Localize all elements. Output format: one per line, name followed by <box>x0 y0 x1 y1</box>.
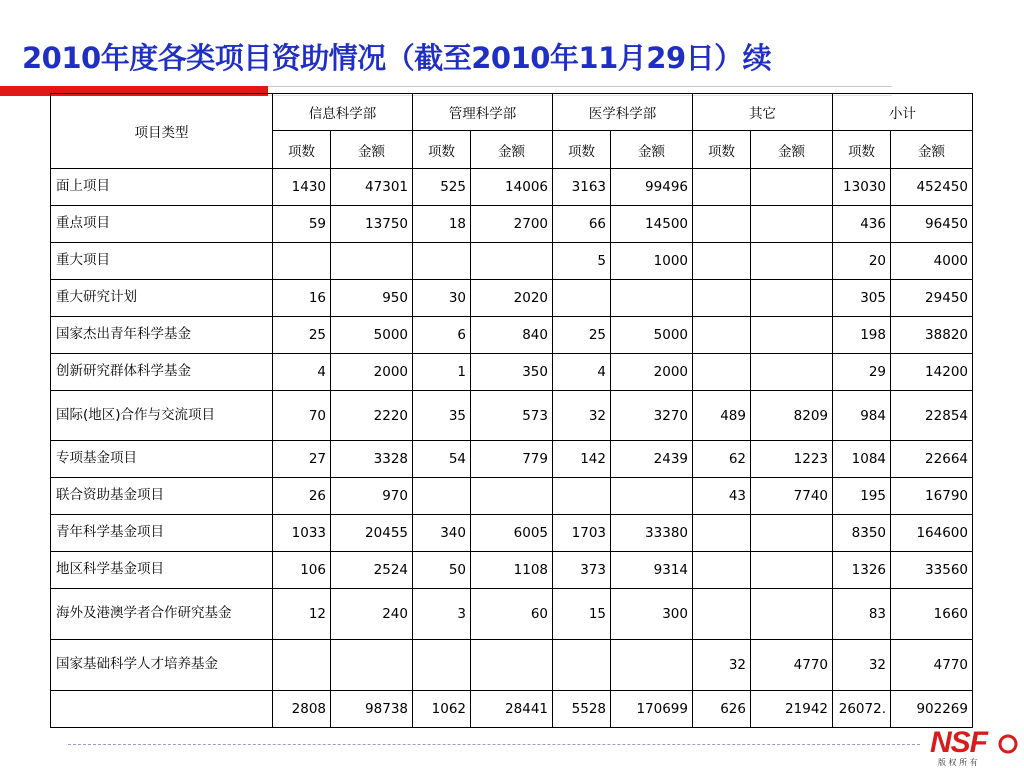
cell-med-count <box>553 640 611 691</box>
nsf-logo <box>928 722 1020 768</box>
cell-other-count <box>693 317 751 354</box>
row-label: 重大项目 <box>51 243 273 280</box>
cell-subtotal-amount: 4000 <box>891 243 973 280</box>
cell-mgmt-count <box>413 640 471 691</box>
cell-info-count: 70 <box>273 391 331 441</box>
table-row <box>51 280 973 317</box>
cell-subtotal-count: 20 <box>833 243 891 280</box>
row-label: 联合资助基金项目 <box>51 478 273 515</box>
cell-mgmt-count: 6 <box>413 317 471 354</box>
cell-info-count <box>273 243 331 280</box>
cell-other-amount <box>751 515 833 552</box>
cell-subtotal-amount: 14200 <box>891 354 973 391</box>
cell-med-amount: 300 <box>611 589 693 640</box>
cell-med-count: 142 <box>553 441 611 478</box>
cell-info-amount <box>331 243 413 280</box>
cell-subtotal-count: 1326 <box>833 552 891 589</box>
cell-subtotal-amount: 22854 <box>891 391 973 441</box>
cell-subtotal-count: 305 <box>833 280 891 317</box>
title-divider-line <box>268 86 892 87</box>
cell-subtotal-count: 195 <box>833 478 891 515</box>
cell-med-amount: 2439 <box>611 441 693 478</box>
footer-divider-line <box>68 744 920 745</box>
cell-mgmt-count: 3 <box>413 589 471 640</box>
cell-med-amount <box>611 280 693 317</box>
row-label: 地区科学基金项目 <box>51 552 273 589</box>
cell-other-amount <box>751 317 833 354</box>
row-label: 海外及港澳学者合作研究基金 <box>51 589 273 640</box>
cell-subtotal-amount: 22664 <box>891 441 973 478</box>
cell-med-amount: 1000 <box>611 243 693 280</box>
cell-subtotal-count: 984 <box>833 391 891 441</box>
corner-header: 项目类型 <box>51 94 273 169</box>
cell-med-amount: 33380 <box>611 515 693 552</box>
cell-mgmt-amount: 1108 <box>471 552 553 589</box>
table-row <box>51 478 973 515</box>
nsf-logo-wordmark: NSF <box>930 726 987 759</box>
slide-title: 2010年度各类项目资助情况（截至2010年11月29日）续 <box>22 41 772 75</box>
cell-other-amount: 8209 <box>751 391 833 441</box>
cell-info-amount: 98738 <box>331 691 413 728</box>
sub-header-amount: 金额 <box>611 131 693 169</box>
cell-med-count: 5528 <box>553 691 611 728</box>
cell-other-count <box>693 280 751 317</box>
cell-mgmt-amount: 2020 <box>471 280 553 317</box>
table-row <box>51 441 973 478</box>
sub-header-count: 项数 <box>693 131 751 169</box>
cell-mgmt-count: 525 <box>413 169 471 206</box>
sub-header-count: 项数 <box>273 131 331 169</box>
cell-other-count: 489 <box>693 391 751 441</box>
cell-mgmt-count: 18 <box>413 206 471 243</box>
cell-mgmt-amount: 573 <box>471 391 553 441</box>
cell-subtotal-count: 32 <box>833 640 891 691</box>
cell-info-amount: 950 <box>331 280 413 317</box>
cell-med-amount: 2000 <box>611 354 693 391</box>
row-label: 专项基金项目 <box>51 441 273 478</box>
group-header-management-science: 管理科学部 <box>413 94 553 131</box>
table-row <box>51 354 973 391</box>
table-row <box>51 691 973 728</box>
cell-med-count: 373 <box>553 552 611 589</box>
cell-med-count: 15 <box>553 589 611 640</box>
cell-info-amount: 13750 <box>331 206 413 243</box>
cell-info-amount <box>331 640 413 691</box>
cell-mgmt-amount: 14006 <box>471 169 553 206</box>
cell-info-count: 2808 <box>273 691 331 728</box>
cell-info-amount: 47301 <box>331 169 413 206</box>
cell-subtotal-amount: 29450 <box>891 280 973 317</box>
cell-mgmt-amount: 840 <box>471 317 553 354</box>
cell-other-count: 62 <box>693 441 751 478</box>
sub-header-count: 项数 <box>833 131 891 169</box>
table-header-row-groups <box>51 94 973 131</box>
cell-other-count <box>693 243 751 280</box>
table-row <box>51 169 973 206</box>
cell-other-amount <box>751 169 833 206</box>
cell-subtotal-count: 8350 <box>833 515 891 552</box>
cell-mgmt-count: 35 <box>413 391 471 441</box>
sub-header-amount: 金额 <box>751 131 833 169</box>
cell-med-amount: 3270 <box>611 391 693 441</box>
sub-header-amount: 金额 <box>331 131 413 169</box>
cell-info-count: 27 <box>273 441 331 478</box>
cell-subtotal-amount: 902269 <box>891 691 973 728</box>
cell-other-count <box>693 515 751 552</box>
cell-med-amount: 9314 <box>611 552 693 589</box>
cell-subtotal-amount: 38820 <box>891 317 973 354</box>
cell-info-count: 25 <box>273 317 331 354</box>
sub-header-count: 项数 <box>413 131 471 169</box>
cell-mgmt-count: 340 <box>413 515 471 552</box>
table-row <box>51 552 973 589</box>
cell-med-amount <box>611 640 693 691</box>
cell-other-count: 43 <box>693 478 751 515</box>
row-label: 国家基础科学人才培养基金 <box>51 640 273 691</box>
cell-med-amount: 14500 <box>611 206 693 243</box>
cell-subtotal-amount: 4770 <box>891 640 973 691</box>
cell-other-amount: 4770 <box>751 640 833 691</box>
row-label: 国际(地区)合作与交流项目 <box>51 391 273 441</box>
cell-med-count: 3163 <box>553 169 611 206</box>
cell-info-count: 59 <box>273 206 331 243</box>
cell-info-amount: 240 <box>331 589 413 640</box>
row-label: 青年科学基金项目 <box>51 515 273 552</box>
table-row <box>51 206 973 243</box>
sub-header-amount: 金额 <box>471 131 553 169</box>
cell-mgmt-amount: 350 <box>471 354 553 391</box>
cell-med-count: 32 <box>553 391 611 441</box>
table-row <box>51 391 973 441</box>
cell-mgmt-amount: 60 <box>471 589 553 640</box>
row-label: 重大研究计划 <box>51 280 273 317</box>
cell-info-count: 4 <box>273 354 331 391</box>
table-row <box>51 243 973 280</box>
cell-other-amount <box>751 280 833 317</box>
cell-other-amount: 7740 <box>751 478 833 515</box>
cell-info-count: 26 <box>273 478 331 515</box>
nsf-logo-emblem <box>1000 736 1016 752</box>
cell-subtotal-amount: 164600 <box>891 515 973 552</box>
cell-info-amount: 3328 <box>331 441 413 478</box>
cell-mgmt-count: 30 <box>413 280 471 317</box>
cell-subtotal-amount: 1660 <box>891 589 973 640</box>
cell-other-amount <box>751 243 833 280</box>
cell-info-amount: 5000 <box>331 317 413 354</box>
row-label: 国家杰出青年科学基金 <box>51 317 273 354</box>
cell-info-count: 1033 <box>273 515 331 552</box>
table-row <box>51 589 973 640</box>
funding-table <box>50 93 973 728</box>
cell-info-count <box>273 640 331 691</box>
cell-info-count: 16 <box>273 280 331 317</box>
table-body <box>51 169 973 728</box>
cell-info-count: 1430 <box>273 169 331 206</box>
cell-mgmt-count: 50 <box>413 552 471 589</box>
cell-other-count: 32 <box>693 640 751 691</box>
cell-other-amount: 1223 <box>751 441 833 478</box>
cell-subtotal-amount: 452450 <box>891 169 973 206</box>
group-header-info-science: 信息科学部 <box>273 94 413 131</box>
cell-med-amount: 170699 <box>611 691 693 728</box>
cell-info-amount: 970 <box>331 478 413 515</box>
cell-med-count: 1703 <box>553 515 611 552</box>
cell-other-count: 626 <box>693 691 751 728</box>
row-label <box>51 691 273 728</box>
cell-other-count <box>693 169 751 206</box>
nsf-logo-caption: 版 权 所 有 <box>938 758 978 767</box>
cell-mgmt-amount <box>471 478 553 515</box>
cell-other-amount <box>751 206 833 243</box>
cell-mgmt-amount: 2700 <box>471 206 553 243</box>
cell-info-amount: 2220 <box>331 391 413 441</box>
cell-subtotal-count: 198 <box>833 317 891 354</box>
cell-mgmt-count: 1062 <box>413 691 471 728</box>
cell-other-amount <box>751 552 833 589</box>
row-label: 创新研究群体科学基金 <box>51 354 273 391</box>
cell-med-amount: 99496 <box>611 169 693 206</box>
cell-other-count <box>693 354 751 391</box>
cell-med-count: 4 <box>553 354 611 391</box>
table-row <box>51 640 973 691</box>
table-row <box>51 317 973 354</box>
cell-other-count <box>693 589 751 640</box>
cell-other-count <box>693 552 751 589</box>
group-header-subtotal: 小计 <box>833 94 973 131</box>
cell-subtotal-count: 29 <box>833 354 891 391</box>
cell-med-count <box>553 280 611 317</box>
cell-subtotal-amount: 33560 <box>891 552 973 589</box>
cell-other-amount <box>751 354 833 391</box>
cell-subtotal-count: 1084 <box>833 441 891 478</box>
group-header-other: 其它 <box>693 94 833 131</box>
row-label: 重点项目 <box>51 206 273 243</box>
cell-other-amount: 21942 <box>751 691 833 728</box>
cell-mgmt-amount <box>471 243 553 280</box>
cell-subtotal-count: 436 <box>833 206 891 243</box>
cell-med-count: 25 <box>553 317 611 354</box>
cell-subtotal-count: 83 <box>833 589 891 640</box>
cell-info-count: 12 <box>273 589 331 640</box>
cell-med-count <box>553 478 611 515</box>
cell-info-amount: 2524 <box>331 552 413 589</box>
table-row <box>51 515 973 552</box>
cell-other-count <box>693 206 751 243</box>
cell-mgmt-count: 1 <box>413 354 471 391</box>
cell-mgmt-amount <box>471 640 553 691</box>
cell-med-count: 66 <box>553 206 611 243</box>
cell-mgmt-amount: 779 <box>471 441 553 478</box>
cell-mgmt-count <box>413 243 471 280</box>
cell-info-amount: 2000 <box>331 354 413 391</box>
sub-header-amount: 金额 <box>891 131 973 169</box>
cell-subtotal-count: 13030 <box>833 169 891 206</box>
cell-mgmt-count: 54 <box>413 441 471 478</box>
cell-mgmt-amount: 6005 <box>471 515 553 552</box>
sub-header-count: 项数 <box>553 131 611 169</box>
cell-info-count: 106 <box>273 552 331 589</box>
cell-med-amount: 5000 <box>611 317 693 354</box>
cell-mgmt-count <box>413 478 471 515</box>
cell-subtotal-count: 26072. <box>833 691 891 728</box>
cell-info-amount: 20455 <box>331 515 413 552</box>
cell-subtotal-amount: 16790 <box>891 478 973 515</box>
cell-subtotal-amount: 96450 <box>891 206 973 243</box>
row-label: 面上项目 <box>51 169 273 206</box>
cell-mgmt-amount: 28441 <box>471 691 553 728</box>
group-header-medical-science: 医学科学部 <box>553 94 693 131</box>
cell-med-count: 5 <box>553 243 611 280</box>
cell-other-amount <box>751 589 833 640</box>
cell-med-amount <box>611 478 693 515</box>
